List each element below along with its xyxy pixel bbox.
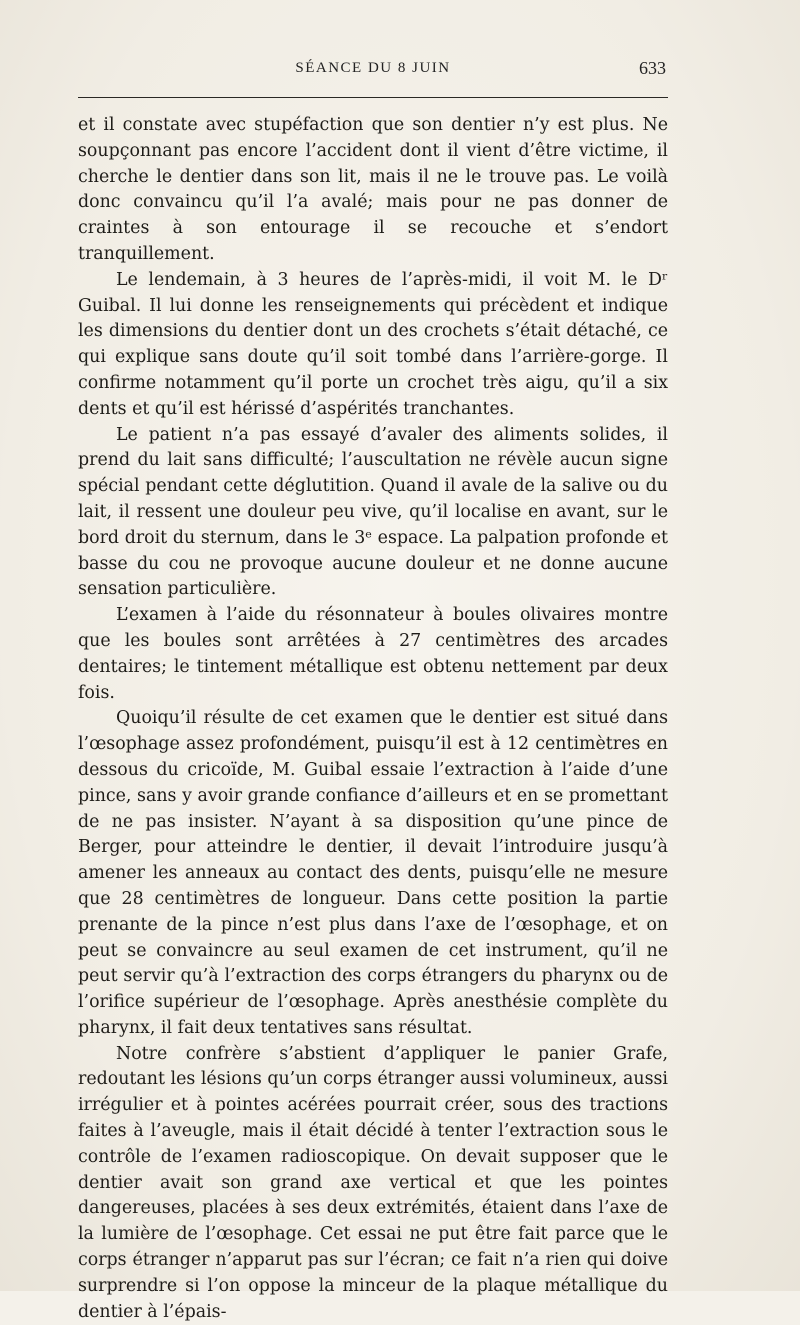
running-head: SÉANCE DU 8 JUIN — [295, 60, 451, 76]
paragraph-2: Le lendemain, à 3 heures de l’après-midi, il voit M. le Dʳ Guibal. Il lui donne les renseignements qui précèdent et indique les dimensions du dentier dont un des crochets s’était détaché, ce qui explique sans doute qu’il soit tombé dans l’arrière-gorge. Il confirme notamment qu’il porte un crochet très aigu, qu’il a six dents et qu’il est hérissé d’aspérités tranchantes. — [78, 269, 668, 419]
page-header — [78, 58, 668, 84]
page-number: 633 — [639, 58, 666, 78]
body-text — [78, 113, 668, 1325]
paragraph-3: Le patient n’a pas essayé d’avaler des aliments solides, il prend du lait sans difficulté; l’auscultation ne révèle aucun signe spécial pendant cette déglutition. Quand il avale de la salive ou du lait, il ressent une douleur peu vive, qu’il localise en avant, sur le bord droit du sternum, dans le 3ᵉ espace. La palpation profonde et basse du cou ne provoque aucune douleur et ne donne aucune sensation particulière. — [78, 424, 668, 600]
paragraph-5: Quoiqu’il résulte de cet examen que le dentier est situé dans l’œsophage assez profondément, puisqu’il est à 12 centimètres en dessous du cricoïde, M. Guibal essaie l’extraction à l’aide d’une pince, sans y avoir grande confiance d’ailleurs et en se promettant de ne pas insister. N’ayant à sa disposition qu’une pince de Berger, pour atteindre le dentier, il devait l’introduire jusqu’à amener les anneaux au contact des dents, puisqu’elle ne mesure que 28 centimètres de longueur. Dans cette position la partie prenante de la pince n’est plus dans l’axe de l’œsophage, et on peut se convaincre au seul examen de cet instrument, qu’il ne peut servir qu’à l’extraction des corps étrangers du pharynx ou de l’orifice supérieur de l’œsophage. Après anesthésie complète du pharynx, il fait deux tentatives sans résultat. — [78, 708, 668, 1038]
paragraph-6: Notre confrère s’abstient d’appliquer le panier Grafe, redoutant les lésions qu’un corps étranger aussi volumineux, aussi irrégulier et à pointes acérées pourrait créer, sous des tractions faites à l’aveugle, mais il était décidé à tenter l’extraction sous le contrôle de l’examen radioscopique. On devait supposer que le dentier avait son grand axe vertical et que les pointes dangereuses, placées à ses deux extrémités, étaient dans l’axe de la lumière de l’œsophage. Cet essai ne put être fait parce que le corps étranger n’apparut pas sur l’écran; ce fait n’a rien qui doive surprendre si l’on oppose la minceur de la plaque métallique du dentier à l’épais- — [78, 1043, 668, 1322]
paragraph-4: L’examen à l’aide du résonnateur à boules olivaires montre que les boules sont arrêtées à 27 centimètres des arcades dentaires; le tintement métallique est obtenu nettement par deux fois. — [78, 605, 668, 703]
header-rule — [78, 97, 668, 98]
paragraph-1: et il constate avec stupéfaction que son dentier n’y est plus. Ne soupçonnant pas encore l’accident dont il vient d’être victime, il cherche le dentier dans son lit, mais il ne le trouve pas. Le voilà donc convaincu qu’il l’a avalé; mais pour ne pas donner de craintes à son entourage il se recouche et s’endort tranquillement. — [78, 115, 668, 264]
